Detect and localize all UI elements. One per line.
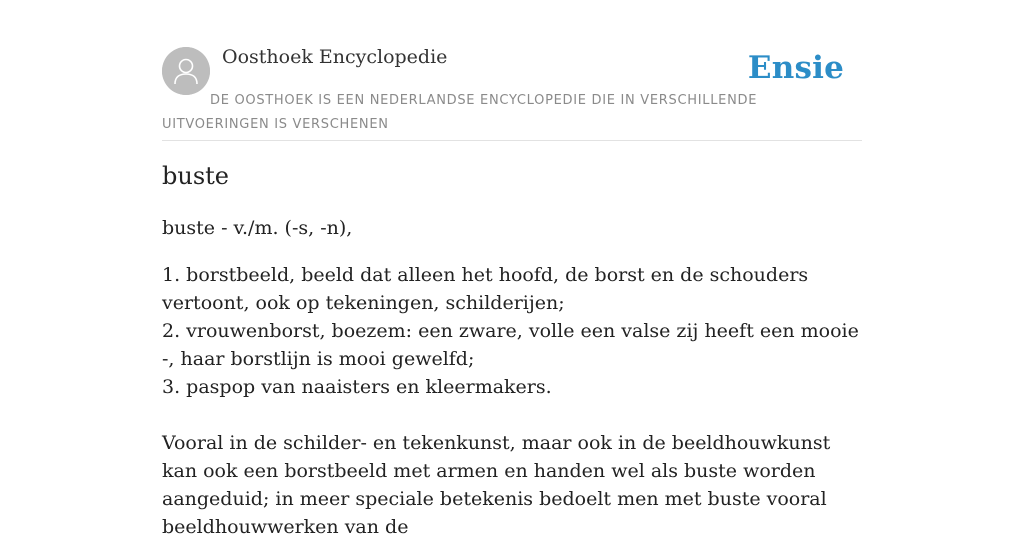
- ensie-logo-link[interactable]: Ensie: [747, 50, 844, 86]
- entry-body: [162, 214, 862, 541]
- source-name-link[interactable]: Oosthoek Encyclopedie: [222, 46, 448, 68]
- user-icon: [162, 47, 210, 95]
- entry-title: buste: [162, 162, 229, 190]
- entry-intro: buste - v./m. (-s, -n),: [162, 217, 353, 239]
- source-avatar[interactable]: [162, 47, 210, 95]
- source-description: DE OOSTHOEK IS EEN NEDERLANDSE ENCYCLOPEDIE DIE IN VERSCHILLENDE UITVOERINGEN IS VERSCHENEN: [162, 93, 758, 132]
- entry-paragraph: Vooral in de schilder- en tekenkunst, maar ook in de beeldhouwkunst kan ook een borstbeeld met armen en handen wel als buste worden aangeduid; in meer speciale betekenis bedoelt men met buste vooral beeldhouwwerken van de: [162, 432, 831, 538]
- definition-item: 2. vrouwenborst, boezem: een zware, volle een valse zij heeft een mooie -, haar borstlijn is mooi gewelfd;: [162, 320, 859, 370]
- page: [162, 0, 862, 538]
- definition-list: [162, 261, 862, 401]
- definition-item: 3. paspop van naaisters en kleermakers.: [162, 376, 552, 398]
- source-header: [162, 0, 862, 141]
- definition-item: 1. borstbeeld, beeld dat alleen het hoofd, de borst en de schouders vertoont, ook op tekeningen, schilderijen;: [162, 264, 809, 314]
